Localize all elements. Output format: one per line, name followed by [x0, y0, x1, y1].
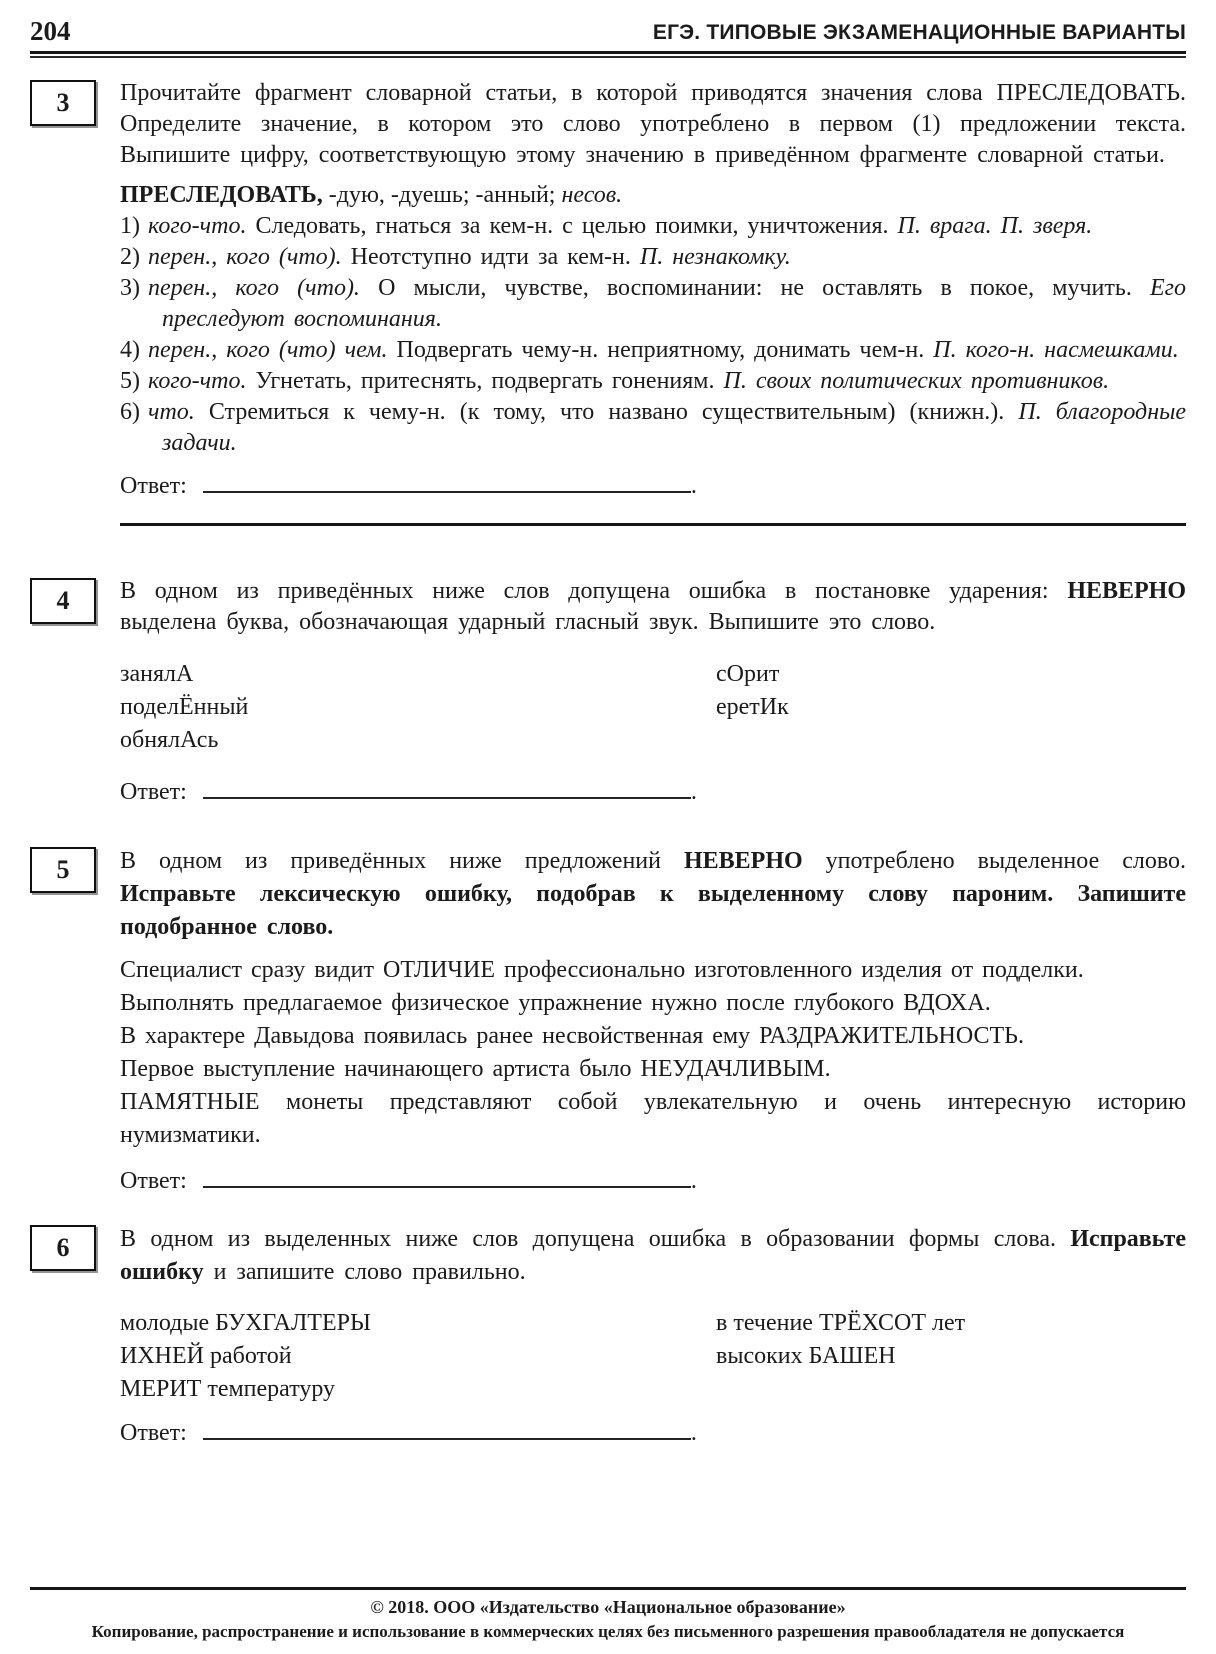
footer-copyright: © 2018. ООО «Издательство «Национальное образование»	[370, 1597, 846, 1617]
word-item: поделЁнный	[120, 694, 249, 720]
dict-headword: ПРЕСЛЕДОВАТЬ,	[120, 182, 323, 208]
sense-definition: Подвергать чему-н. неприятному, донимать чем-н.	[387, 337, 934, 363]
answer-label: Ответ:	[120, 473, 187, 499]
sense-gram: что.	[148, 399, 195, 425]
dict-sense-5	[120, 366, 1186, 397]
answer-period: .	[690, 473, 697, 499]
answer-blank	[203, 773, 691, 799]
sense-gram: перен., кого (что).	[148, 275, 360, 301]
intro-instruction: Исправьте лексическую ошибку, подобрав к выделенному слову пароним. Запишите подобранное слово.	[120, 881, 1186, 940]
task-5-intro	[120, 845, 1186, 944]
task-3-number-box: 3	[30, 80, 96, 126]
task-6-word-list	[120, 1307, 1186, 1406]
intro-text: выделена буква, обозначающая ударный гласный звук. Выпишите это слово.	[120, 609, 936, 635]
intro-text: В одном из выделенных ниже слов допущена ошибка в образовании формы слова.	[120, 1226, 1071, 1252]
sense-number: 6)	[120, 399, 140, 425]
intro-text: В одном из приведённых ниже слов допущена ошибка в постановке ударения:	[120, 578, 1068, 604]
dict-forms: -дую, -дуешь; -анный;	[322, 182, 562, 208]
sentence-item: Специалист сразу видит ОТЛИЧИЕ профессионально изготовленного изделия от подделки.	[120, 957, 1084, 983]
task-5-number-box: 5	[30, 847, 96, 893]
page-header	[30, 16, 1186, 46]
answer-blank	[203, 467, 691, 493]
answer-label: Ответ:	[120, 1420, 187, 1446]
header-title: ЕГЭ. ТИПОВЫЕ ЭКЗАМЕНАЦИОННЫЕ ВАРИАНТЫ	[652, 21, 1186, 44]
intro-text: употреблено выделенное слово.	[802, 848, 1186, 874]
answer-row-task3	[120, 467, 1186, 503]
dict-sense-2	[120, 242, 1186, 273]
sense-definition: Угнетать, притеснять, подвергать гонениям.	[246, 368, 724, 394]
word-column-left	[120, 1307, 716, 1406]
answer-label: Ответ:	[120, 779, 187, 805]
page-footer	[30, 1587, 1186, 1642]
answer-label: Ответ:	[120, 1168, 187, 1194]
sense-example: П. незнакомку.	[639, 244, 791, 270]
dictionary-senses	[120, 211, 1186, 459]
sense-definition: Следовать, гнаться за кем-н. с целью поимки, уничтожения.	[246, 213, 898, 239]
intro-text: В одном из приведённых ниже предложений	[120, 848, 684, 874]
word-column-right	[716, 658, 1186, 757]
task-5-sentences	[120, 954, 1186, 1152]
task-4-number-box: 4	[30, 578, 96, 624]
task-6-number-box: 6	[30, 1225, 96, 1271]
sense-number: 4)	[120, 337, 140, 363]
task-5	[56, 845, 1186, 1198]
dict-sense-6	[120, 397, 1186, 459]
word-item: сОрит	[716, 661, 780, 687]
task-4	[56, 576, 1186, 809]
sense-definition: Неотступно идти за кем-н.	[341, 244, 640, 270]
word-item: ИХНЕЙ работой	[120, 1343, 292, 1369]
answer-blank	[203, 1162, 691, 1188]
sense-gram: кого-что.	[148, 213, 247, 239]
intro-keyword: НЕВЕРНО	[1067, 578, 1186, 604]
answer-blank	[203, 1414, 691, 1440]
word-item: еретИк	[716, 694, 789, 720]
answer-row-task4	[120, 773, 1186, 809]
word-item: обнялАсь	[120, 727, 219, 753]
sense-example: П. своих политических противников.	[723, 368, 1110, 394]
header-rule	[30, 51, 1186, 58]
sentence-item: Первое выступление начинающего артиста было НЕУДАЧЛИВЫМ.	[120, 1056, 831, 1082]
intro-text: и запишите слово правильно.	[203, 1259, 526, 1285]
sense-definition: О мысли, чувстве, воспоминании: не оставлять в покое, мучить.	[359, 275, 1150, 301]
task-4-word-list	[120, 658, 1186, 757]
intro-keyword: НЕВЕРНО	[683, 848, 803, 874]
sentence-item: В характере Давыдова появилась ранее несвойственная ему РАЗДРАЖИТЕЛЬНОСТЬ.	[120, 1023, 1024, 1049]
word-item: в течение ТРЁХСОТ лет	[716, 1310, 966, 1336]
answer-row-task5	[120, 1162, 1186, 1198]
footer-notice: Копирование, распространение и использование в коммерческих целях без письменного разрешения правообладателя не допускается	[91, 1622, 1125, 1641]
task-4-intro	[120, 576, 1186, 638]
sense-number: 5)	[120, 368, 140, 394]
dict-sense-1	[120, 211, 1186, 242]
sense-number: 3)	[120, 275, 140, 301]
dictionary-headline	[120, 180, 1186, 211]
task-6-intro	[120, 1223, 1186, 1289]
dict-sense-3	[120, 273, 1186, 335]
word-item: занялА	[120, 661, 194, 687]
sense-definition: Стремиться к чему-н. (к тому, что названо существительным) (книжн.).	[194, 399, 1019, 425]
dict-aspect: несов.	[561, 182, 623, 208]
word-column-left	[120, 658, 716, 757]
word-item: молодые БУХГАЛТЕРЫ	[120, 1310, 371, 1336]
sense-gram: кого-что.	[148, 368, 247, 394]
intro-instruction: Исправьте ошибку	[120, 1226, 1186, 1285]
sense-example: П. врага. П. зверя.	[897, 213, 1093, 239]
sense-example: П. кого-н. насмешками.	[933, 337, 1179, 363]
answer-period: .	[690, 1420, 697, 1446]
answer-row-task6	[120, 1414, 1186, 1450]
task-3-intro: Прочитайте фрагмент словарной статьи, в которой приводятся значения слова ПРЕСЛЕДОВАТЬ. Определите значение, в котором это слово употреблено в первом (1) предложении текста. Выпишите цифру, соответствующую этому значению в приведённом фрагменте словарной статьи.	[120, 80, 1186, 168]
answer-period: .	[690, 779, 697, 805]
section-divider	[120, 523, 1186, 526]
word-column-right	[716, 1307, 1186, 1406]
page-number: 204	[30, 16, 71, 46]
sense-number: 2)	[120, 244, 140, 270]
word-item: высоких БАШЕН	[716, 1343, 896, 1369]
dict-sense-4	[120, 335, 1186, 366]
task-3	[56, 78, 1187, 503]
sense-example: Его преследуют воспоминания.	[162, 275, 1186, 332]
sense-gram: перен., кого (что).	[148, 244, 342, 270]
task-6	[56, 1223, 1186, 1450]
sense-gram: перен., кого (что) чем.	[148, 337, 388, 363]
word-item: МЕРИТ температуру	[120, 1376, 336, 1402]
sense-example: П. благородные задачи.	[162, 399, 1187, 456]
sentence-item: Выполнять предлагаемое физическое упражнение нужно после глубокого ВДОХА.	[120, 990, 991, 1016]
answer-period: .	[690, 1168, 697, 1194]
tasks-column	[56, 78, 1187, 1450]
sentence-item: ПАМЯТНЫЕ монеты представляют собой увлекательную и очень интересную историю нумизматики.	[120, 1089, 1186, 1148]
footer-rule	[30, 1587, 1186, 1590]
sense-number: 1)	[120, 213, 140, 239]
